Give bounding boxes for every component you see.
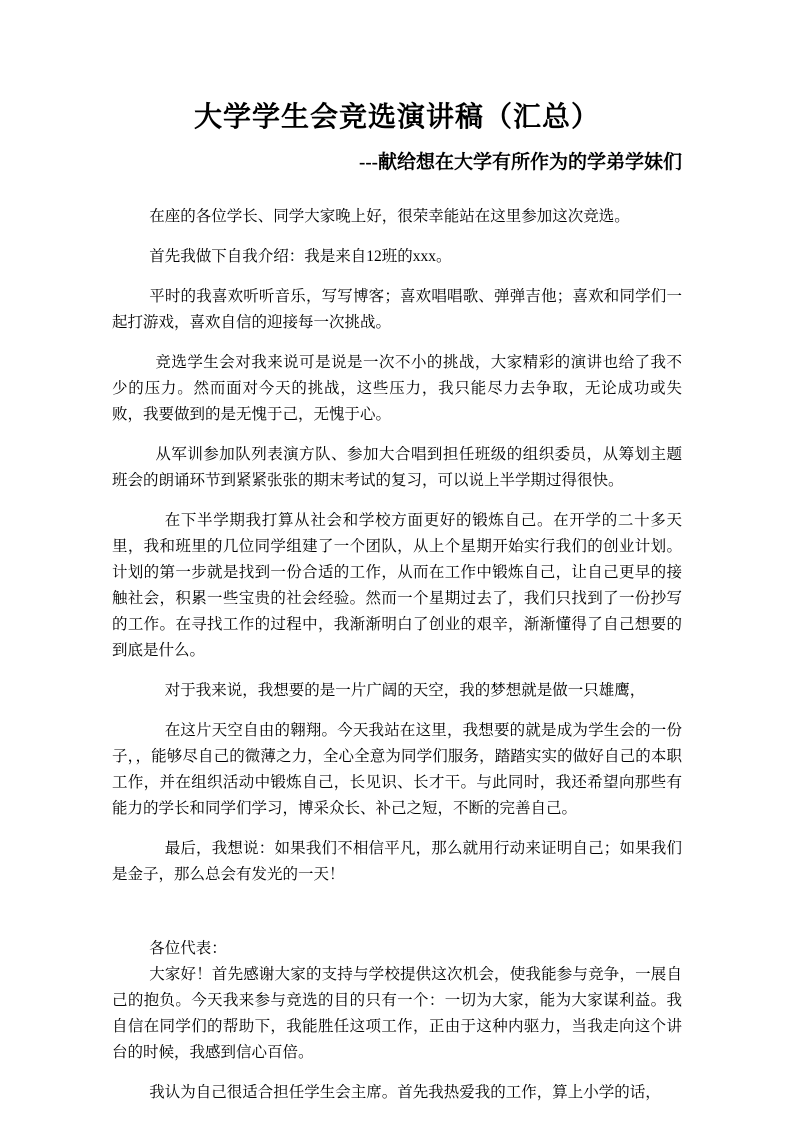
paragraph-salutation: 各位代表：	[149, 939, 227, 957]
paragraph: 大家好！首先感谢大家的支持与学校提供这次机会，使我能参与竞争，一展自己的抱负。今天我来参与竞选的目的只有一个：一切为大家，能为大家谋利益。我自信在同学们的帮助下，我能胜任这项工作，正由于这种内驱力，当我走向这个讲台的时候，我感到信心百倍。	[112, 965, 682, 1061]
paragraph: 平时的我喜欢听听音乐，写写博客；喜欢唱唱歌、弹弹吉他；喜欢和同学们一起打游戏，喜欢自信的迎接每一次挑战。	[112, 287, 682, 331]
doc-title: 大学学生会竞选演讲稿（汇总）	[193, 102, 600, 133]
paragraph: 最后，我想说：如果我们不相信平凡，那么就用行动来证明自己；如果我们是金子，那么总会有发光的一天！	[112, 839, 682, 883]
paragraph: 在这片天空自由的翱翔。今天我站在这里，我想要的就是成为学生会的一份子，，能够尽自己的微薄之力，全心全意为同学们服务，踏踏实实的做好自己的本职工作，并在组织活动中锻炼自己，长见识、长才干。与此同时，我还希望向那些有能力的学长和同学们学习，博采众长、补己之短，不断的完善自己。	[112, 721, 682, 817]
paragraph: 在座的各位学长、同学大家晚上好，很荣幸能站在这里参加这次竞选。	[149, 207, 630, 225]
paragraph: 我认为自己很适合担任学生会主席。首先我热爱我的工作，算上小学的话，	[149, 1083, 661, 1101]
paragraph: 对于我来说，我想要的是一片广阔的天空，我的梦想就是做一只雄鹰，	[164, 681, 646, 699]
paragraph: 在下半学期我打算从社会和学校方面更好的锻炼自己。在开学的二十多天里，我和班里的几位同学组建了一个团队，从上个星期开始实行我们的创业计划。计划的第一步就是找到一份合适的工作，从而在工作中锻炼自己，让自己更早的接触社会，积累一些宝贵的社会经验。然而一个星期过去了，我们只找到了一份抄写的工作。在寻找工作的过程中，我渐渐明白了创业的艰辛，渐渐懂得了自己想要的到底是什么。	[112, 511, 682, 659]
paragraph: 首先我做下自我介绍：我是来自12班的xxx。	[149, 247, 452, 265]
paragraph: 从军训参加队列表演方队、参加大合唱到担任班级的组织委员，从筹划主题班会的朗诵环节到紧紧张张的期末考试的复习，可以说上半学期过得很快。	[112, 445, 682, 489]
paragraph: 竞选学生会对我来说可是说是一次不小的挑战，大家精彩的演讲也给了我不少的压力。然而面对今天的挑战，这些压力，我只能尽力去争取，无论成功或失败，我要做到的是无愧于己，无愧于心。	[112, 353, 682, 423]
doc-subtitle: ---献给想在大学有所作为的学弟学妹们	[359, 152, 682, 173]
doc-body	[112, 204, 682, 1106]
